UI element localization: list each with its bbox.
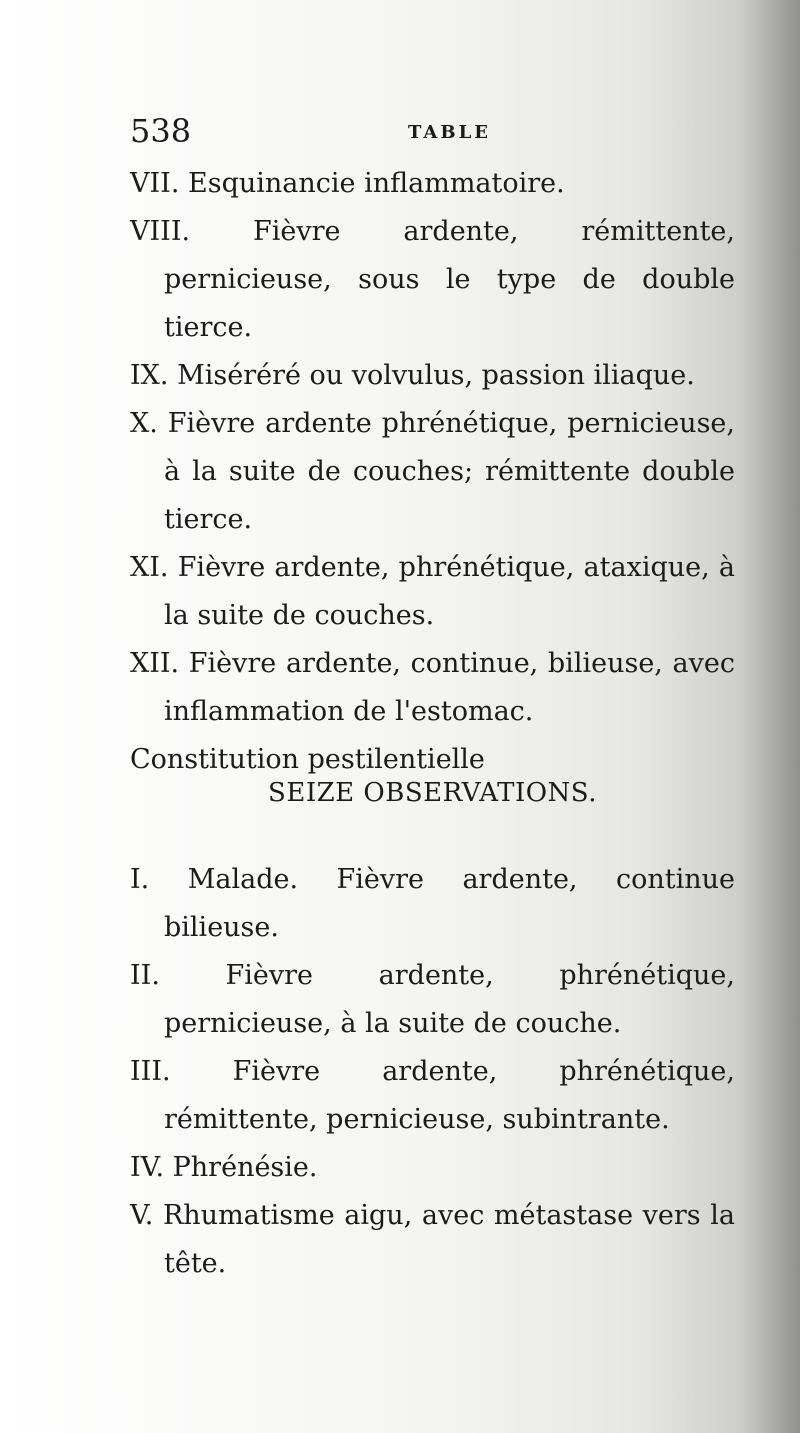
table-entries	[130, 160, 735, 784]
entry-text: Miséréré ou volvulus, passion iliaque.	[177, 360, 695, 391]
list-item	[130, 352, 735, 400]
entry-text: Esquinancie inflammatoire.	[188, 168, 565, 199]
entry-number: II.	[130, 960, 160, 991]
entry-number: VIII.	[130, 216, 191, 247]
list-item	[130, 1192, 735, 1288]
entry-number: XII.	[130, 648, 180, 679]
entry-text: Rhumatisme aigu, avec métastase vers la tête.	[162, 1200, 735, 1279]
list-item	[130, 640, 735, 736]
section-heading: SEIZE OBSERVATIONS.	[268, 778, 597, 808]
list-item	[130, 856, 735, 952]
list-item	[130, 952, 735, 1048]
entry-text: Fièvre ardente, phrénétique, ataxique, à la suite de couches.	[164, 552, 735, 631]
page-number: 538	[130, 112, 192, 150]
entry-number: XI.	[130, 552, 169, 583]
entry-number: VII.	[130, 168, 180, 199]
observation-entries	[130, 856, 735, 1288]
entry-number: IV.	[130, 1152, 165, 1183]
constitution-line: Constitution pestilentielle	[130, 744, 485, 775]
list-item	[130, 544, 735, 640]
entry-text: Malade. Fièvre ardente, continue bilieuse.	[164, 864, 735, 943]
running-title: TABLE	[408, 122, 491, 143]
entry-number: V.	[130, 1200, 154, 1231]
list-item	[130, 160, 735, 208]
entry-text: Fièvre ardente, rémittente, pernicieuse, sous le type de double tierce.	[164, 216, 735, 343]
page-header	[130, 112, 690, 152]
list-item	[130, 1144, 735, 1192]
list-item	[130, 208, 735, 352]
entry-text: Fièvre ardente, phrénétique, rémittente, pernicieuse, subintrante.	[164, 1056, 735, 1135]
entry-number: III.	[130, 1056, 171, 1087]
entry-number: IX.	[130, 360, 169, 391]
entry-text: Fièvre ardente, phrénétique, pernicieuse, à la suite de couche.	[164, 960, 735, 1039]
list-item	[130, 1048, 735, 1144]
entry-number: X.	[130, 408, 158, 439]
list-item	[130, 400, 735, 544]
entry-text: Fièvre ardente, continue, bilieuse, avec inflammation de l'estomac.	[164, 648, 735, 727]
entry-text: Fièvre ardente phrénétique, pernicieuse, à la suite de couches; rémittente double tierce.	[164, 408, 735, 535]
page-edge-shadow	[740, 0, 800, 1433]
entry-text: Phrénésie.	[172, 1152, 318, 1183]
entry-number: I.	[130, 864, 150, 895]
